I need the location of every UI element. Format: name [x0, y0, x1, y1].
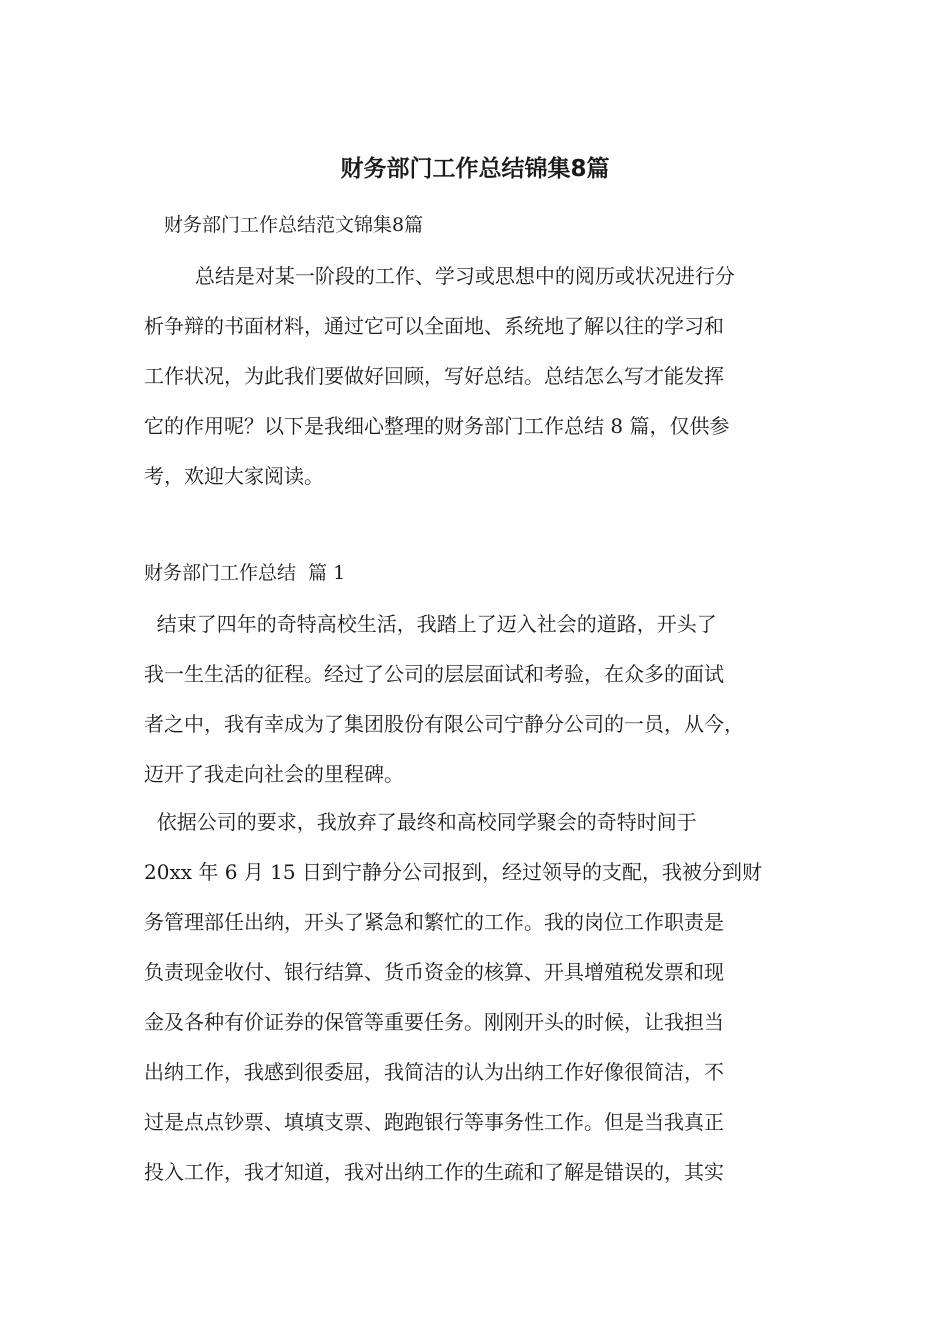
paragraph-line: 出纳工作，我感到很委屈，我简洁的认为出纳工作好像很简洁，不 — [144, 1060, 724, 1084]
paragraph-line: 负责现金收付、银行结算、货币资金的核算、开具增殖税发票和现 — [144, 960, 724, 984]
document-subtitle: 财务部门工作总结范文锦集8篇 — [164, 214, 424, 236]
body-paragraph-2 — [144, 804, 814, 1204]
body-paragraph-1 — [144, 606, 814, 806]
paragraph-line: 投入工作，我才知道，我对出纳工作的生疏和了解是错误的，其实 — [144, 1160, 724, 1184]
paragraph-line: 迈开了我走向社会的里程碑。 — [144, 762, 404, 786]
paragraph-line: 总结是对某一阶段的工作、学习或思想中的阅历或状况进行分 — [144, 264, 735, 288]
paragraph-line: 依据公司的要求，我放弃了最终和高校同学聚会的奇特时间于 — [144, 810, 697, 834]
paragraph-line: 结束了四年的奇特高校生活，我踏上了迈入社会的道路，开头了 — [144, 612, 717, 636]
paragraph-line: 工作状况，为此我们要做好回顾，写好总结。总结怎么写才能发挥 — [144, 364, 724, 388]
paragraph-line: 我一生生活的征程。经过了公司的层层面试和考验，在众多的面试 — [144, 662, 724, 686]
intro-paragraph — [144, 258, 814, 508]
section-heading: 财务部门工作总结 篇 1 — [144, 562, 346, 584]
paragraph-line: 20xx 年 6 月 15 日到宁静分公司报到，经过领导的支配，我被分到财 — [144, 860, 762, 884]
paragraph-line: 者之中，我有幸成为了集团股份有限公司宁静分公司的一员，从今， — [144, 712, 744, 736]
document-title: 财务部门工作总结锦集8篇 — [340, 156, 610, 182]
paragraph-line: 务管理部任出纳，开头了紧急和繁忙的工作。我的岗位工作职责是 — [144, 910, 724, 934]
paragraph-line: 析争辩的书面材料，通过它可以全面地、系统地了解以往的学习和 — [144, 314, 724, 338]
paragraph-line: 考，欢迎大家阅读。 — [144, 464, 324, 488]
paragraph-line: 金及各种有价证券的保管等重要任务。刚刚开头的时候，让我担当 — [144, 1010, 724, 1034]
paragraph-line: 它的作用呢？以下是我细心整理的财务部门工作总结 8 篇，仅供参 — [144, 414, 730, 438]
paragraph-line: 过是点点钞票、填填支票、跑跑银行等事务性工作。但是当我真正 — [144, 1110, 724, 1134]
